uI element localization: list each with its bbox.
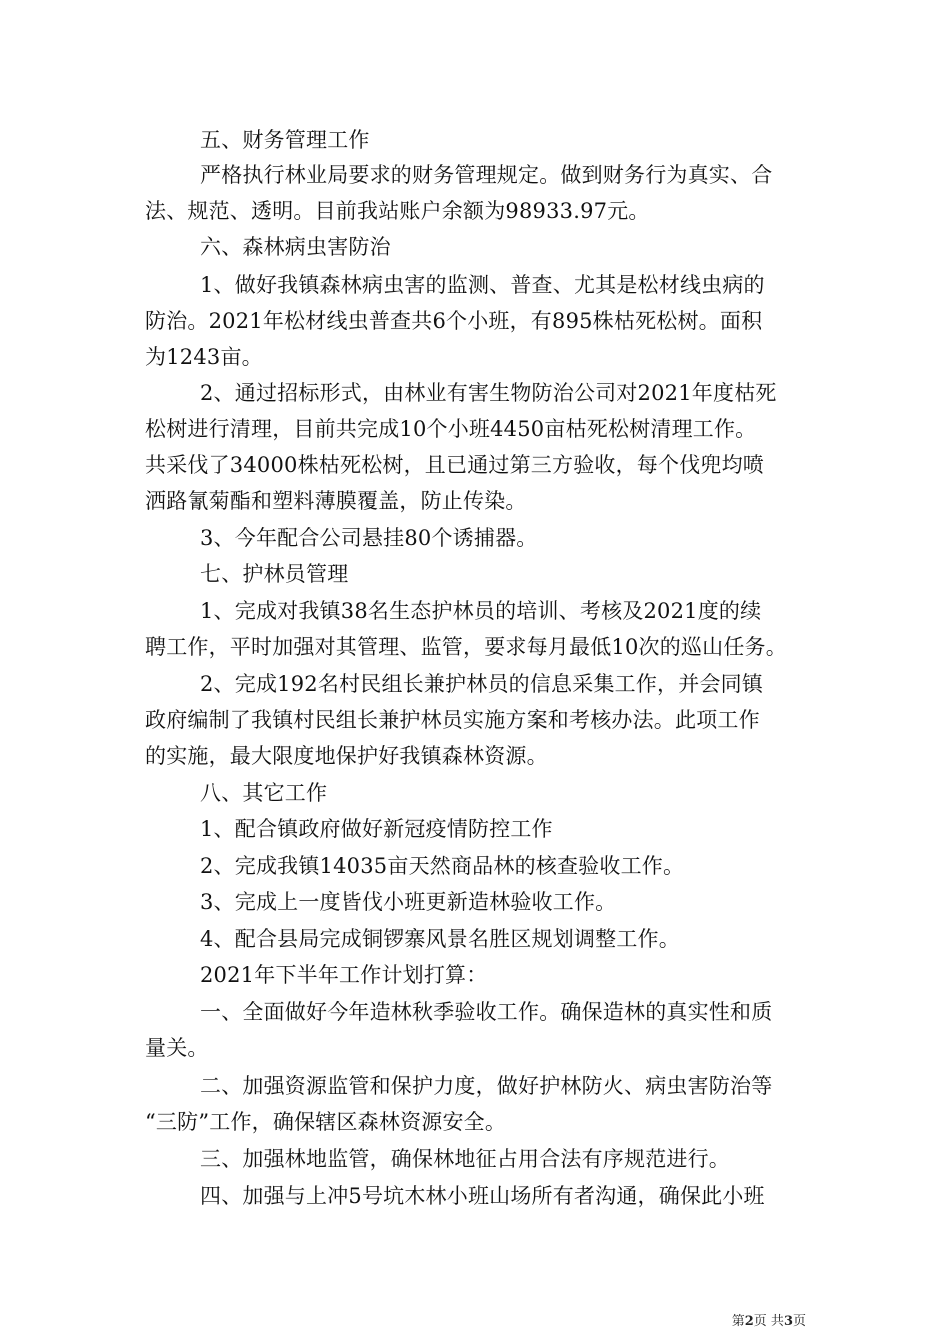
paragraph-line: 严格执行林业局要求的财务管理规定。做到财务行为真实、合 [200,163,773,187]
paragraph-line: 法、规范、透明。目前我站账户余额为98933.97元。 [145,199,650,223]
footer-prefix: 第 [731,1314,745,1329]
paragraph-line: 2、完成192名村民组长兼护林员的信息采集工作，并会同镇 [200,672,764,696]
heading-other-work: 八、其它工作 [200,781,328,805]
heading-finance: 五、财务管理工作 [200,128,370,152]
paragraph-line: 2、通过招标形式，由林业有害生物防治公司对2021年度枯死 [200,381,777,405]
paragraph-line: 量关。 [145,1036,209,1060]
paragraph-line: 3、今年配合公司悬挂80个诱捕器。 [200,526,538,550]
page-number: 2 [744,1314,754,1329]
paragraph-line: 二、加强资源监管和保护力度，做好护林防火、病虫害防治等 [200,1074,773,1098]
paragraph-line: 三、加强林地监管，确保林地征占用合法有序规范进行。 [200,1147,730,1171]
paragraph-line: 松树进行清理，目前共完成10个小班4450亩枯死松树清理工作。 [145,417,757,441]
paragraph-line: 为1243亩。 [145,345,263,369]
paragraph-line: 3、完成上一度皆伐小班更新造林验收工作。 [200,890,617,914]
paragraph-line: “三防”工作，确保辖区森林资源安全。 [145,1110,507,1134]
paragraph-line: 一、全面做好今年造林秋季验收工作。确保造林的真实性和质 [200,1000,773,1024]
footer-suffix: 页 [792,1314,806,1329]
heading-second-half-plan: 2021年下半年工作计划打算： [200,963,488,987]
page-footer [0,1310,806,1329]
paragraph-line: 聘工作，平时加强对其管理、监管，要求每月最低10次的巡山任务。 [145,635,787,659]
paragraph-line: 的实施，最大限度地保护好我镇森林资源。 [145,744,548,768]
heading-ranger-management: 七、护林员管理 [200,562,349,586]
paragraph-line: 四、加强与上冲5号坑木林小班山场所有者沟通，确保此小班 [200,1184,765,1208]
paragraph-line: 4、配合县局完成铜锣寨风景名胜区规划调整工作。 [200,927,680,951]
paragraph-line: 洒路氰菊酯和塑料薄膜覆盖，防止传染。 [145,489,527,513]
paragraph-line: 防治。2021年松材线虫普查共6个小班，有895株枯死松树。面积 [145,309,763,333]
paragraph-line: 1、完成对我镇38名生态护林员的培训、考核及2021度的续 [200,599,762,623]
paragraph-line: 政府编制了我镇村民组长兼护林员实施方案和考核办法。此项工作 [145,708,760,732]
footer-middle: 页 共 [753,1314,784,1329]
paragraph-line: 共采伐了34000株枯死松树，且已通过第三方验收，每个伐兜均喷 [145,453,765,477]
paragraph-line: 2、完成我镇14035亩天然商品林的核查验收工作。 [200,854,685,878]
paragraph-line: 1、配合镇政府做好新冠疫情防控工作 [200,817,553,841]
total-pages: 3 [783,1314,793,1329]
paragraph-line: 1、做好我镇森林病虫害的监测、普查、尤其是松材线虫病的 [200,273,765,297]
heading-pest-control: 六、森林病虫害防治 [200,235,391,259]
